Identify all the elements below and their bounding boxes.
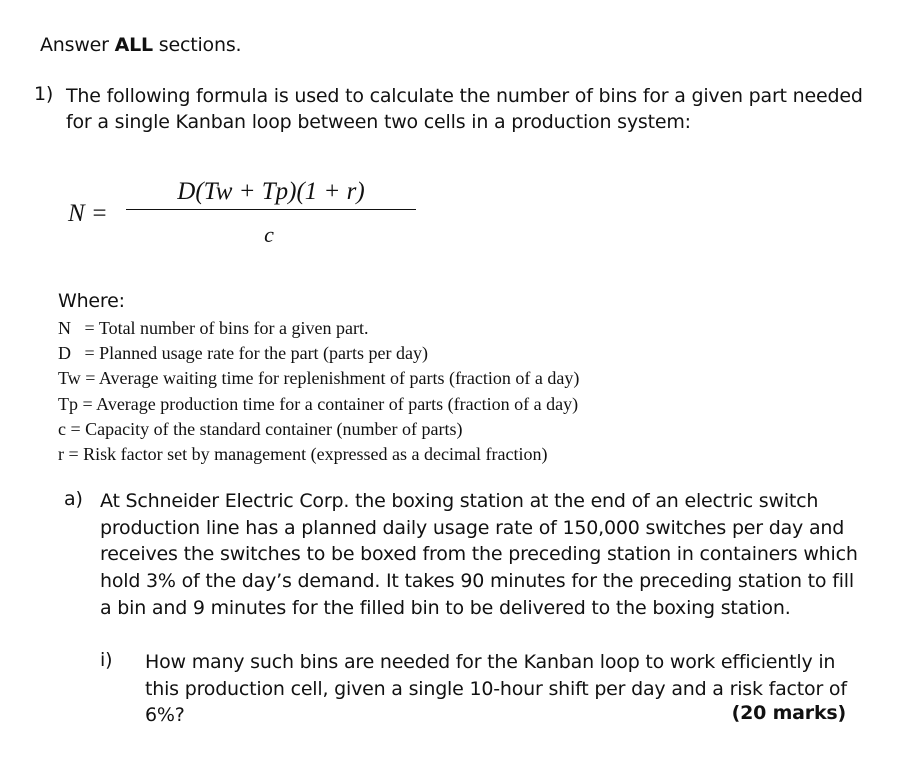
part-i-text: How many such bins are needed for the Kanban loop to work efficiently in this production cell, given a single 10-hour shift per day and a risk factor of 6%?: [145, 651, 847, 727]
instructions-prefix: Answer: [40, 34, 115, 56]
part-a-label: a): [64, 488, 83, 510]
cut-off-next-line: [60, 752, 840, 759]
formula-denominator: c: [264, 222, 274, 247]
variable-definitions: [58, 316, 579, 467]
definition-n: N = Total number of bins for a given part.: [58, 318, 369, 338]
definition-tw: Tw = Average waiting time for replenishment of parts (fraction of a day): [58, 368, 580, 389]
instructions-line: [40, 34, 241, 56]
definition-tp: Tp = Average production time for a container of parts (fraction of a day): [58, 393, 579, 414]
formula-fraction: [126, 178, 416, 248]
fraction-bar: [126, 209, 416, 210]
part-a-text: At Schneider Electric Corp. the boxing station at the end of an electric switch production line has a planned daily usage rate of 150,000 switches per day and receives the switches to be boxed from the preceding station in containers which hold 3% of the day’s demand. It takes 90 minutes for the preceding station to fill a bin and 9 minutes for the filled bin to be delivered to the boxing station.: [100, 490, 858, 619]
question-1-text: The following formula is used to calculate the number of bins for a given part needed for a single Kanban loop between two cells in a production system:: [66, 85, 863, 133]
question-1-number: 1): [34, 83, 54, 105]
definition-d: D = Planned usage rate for the part (parts per day): [58, 343, 429, 364]
formula-numerator: D(Tw + Tp)(1 + r): [177, 178, 365, 205]
definition-c: c = Capacity of the standard container (number of parts): [58, 418, 463, 439]
formula-lhs: N =: [68, 200, 108, 227]
where-label: Where:: [58, 290, 125, 312]
part-i-label: i): [100, 649, 113, 671]
instructions-suffix: sections.: [152, 34, 242, 56]
marks-label: (20 marks): [731, 702, 846, 724]
instructions-emphasis: ALL: [114, 34, 153, 56]
definition-r: r = Risk factor set by management (expressed as a decimal fraction): [58, 444, 548, 465]
